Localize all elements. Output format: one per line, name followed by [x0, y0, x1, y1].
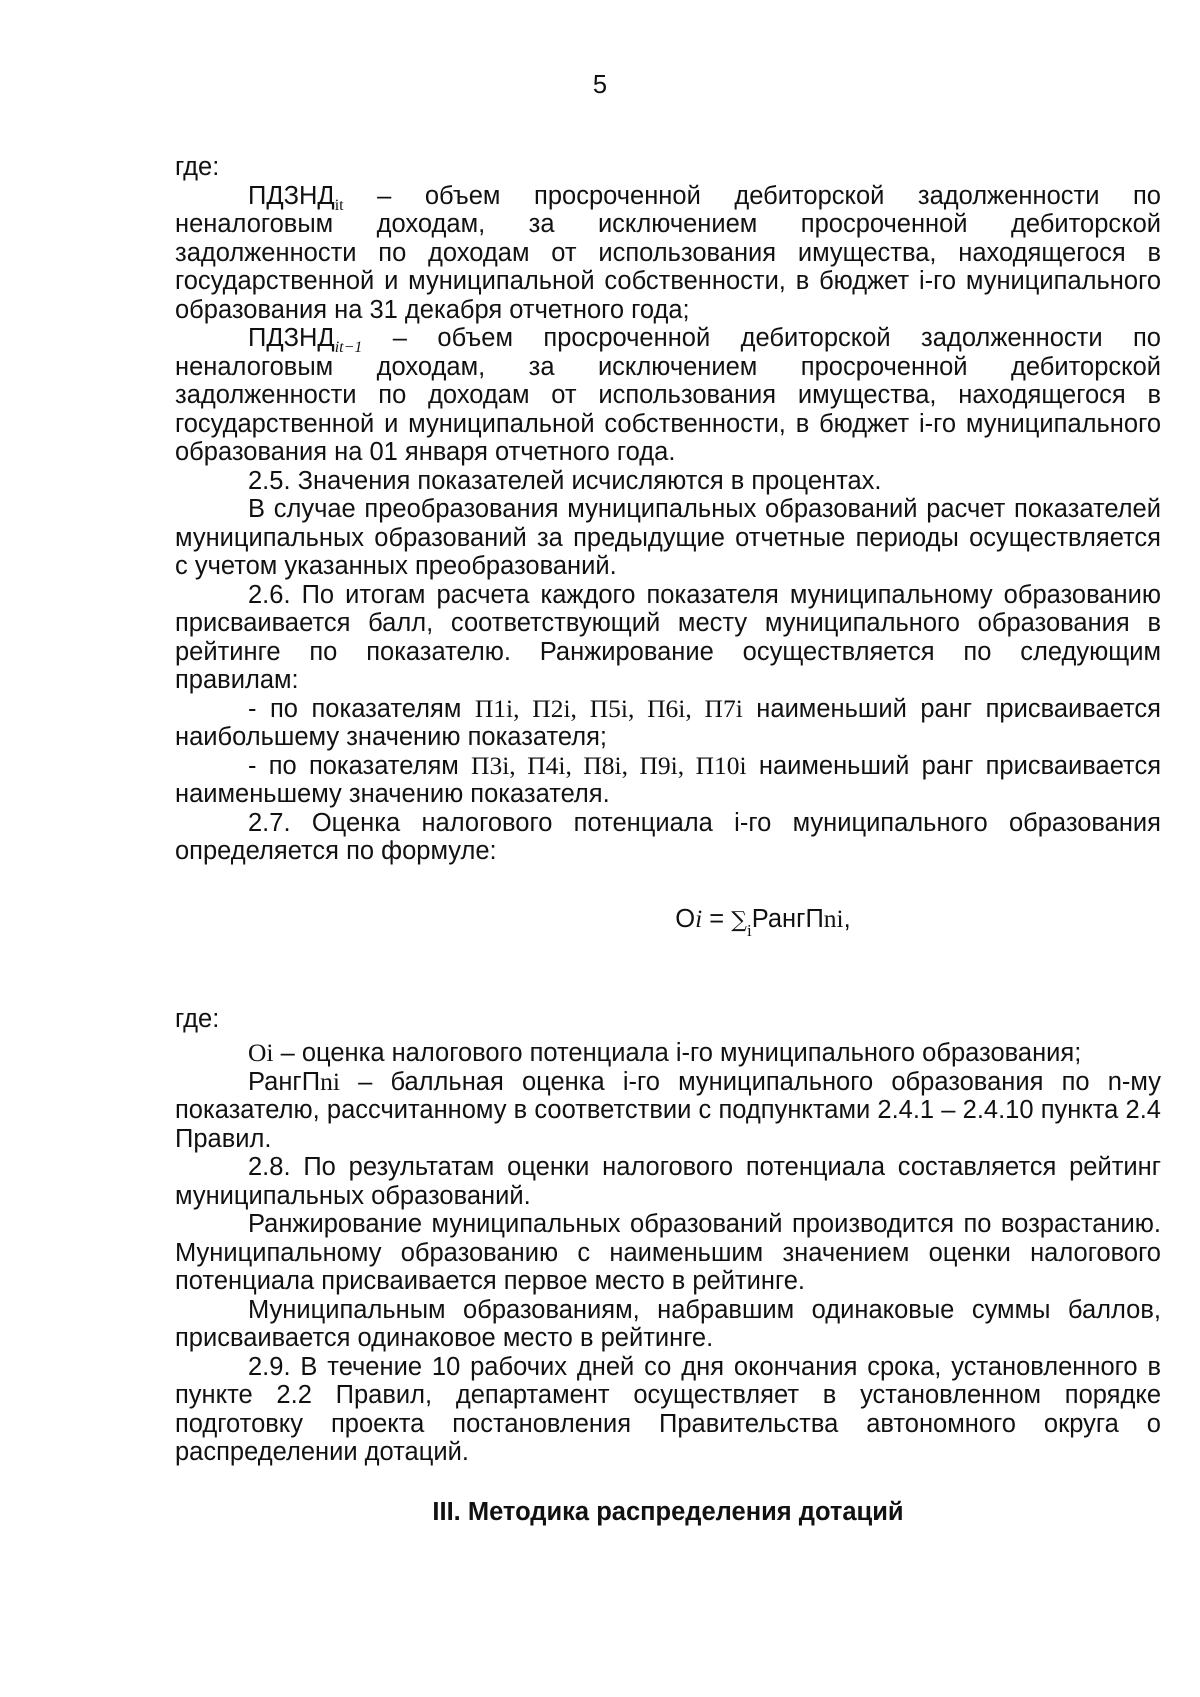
- formula-rhs: РангП: [751, 904, 824, 933]
- rule-1-suffix: наименьший ранг присваивается наибольшему значению показателя;: [175, 694, 1161, 751]
- pdznd-it-1-text: – объем просроченной дебиторской задолженности по неналоговым доходам, за исключением просроченной дебиторской задолженности по доходам от использования имущества, находящегося в государственной и муниципальной собственности, в бюджет i-го муниципального образования на 01 января отчетного года.: [175, 324, 1161, 466]
- where-label: где:: [175, 153, 220, 181]
- formula-equals: =: [702, 904, 732, 933]
- formula-lhs-var: i: [695, 903, 703, 933]
- paragraph-2-8-equal-scores: Муниципальным образованиям, набравшим одинаковые суммы баллов, присваивается одинаковое место в рейтинге.: [175, 1295, 1161, 1352]
- where-label-2: где:: [175, 1004, 220, 1033]
- paragraph-2-8-ranking: Ранжирование муниципальных образований производится по возрастанию. Муниципальному образованию с наименьшим значением оценки налогового потенциала присваивается первое место в рейтинге.: [175, 1210, 1161, 1295]
- sum-symbol: ∑: [731, 907, 747, 933]
- pdznd-it-symbol: ПДЗНД: [248, 181, 335, 210]
- section-3-heading: III. Методика распределения дотаций: [432, 1497, 904, 1526]
- pdznd-it-text: – объем просроченной дебиторской задолженности по неналоговым доходам, за исключением просроченной дебиторской задолженности по доходам от использования имущества, находящегося в государственной и муниципальной собственности, в бюджет i-го муниципального образования на 31 декабря отчетного года;: [175, 181, 1161, 324]
- paragraph-2-6: 2.6. По итогам расчета каждого показателя муниципальному образованию присваивается балл, соответствующий месту муниципального образования в рейтинге по показателю. Ранжирование осуществляется по следующим правилам:: [175, 580, 1161, 694]
- rank-symbol-tail: ni: [320, 1066, 340, 1096]
- paragraph-2-5-transformation: В случае преобразования муниципальных образований расчет показателей муниципальных образований за предыдущие отчетные периоды осуществляется с учетом указанных преобразований.: [175, 495, 1161, 580]
- paragraph-2-7: 2.7. Оценка налогового потенциала i-го муниципального образования определяется по формуле:: [175, 808, 1161, 865]
- pdznd-it-1-subscript: it−1: [334, 339, 363, 357]
- ranking-rule-2: [175, 752, 1161, 809]
- definition-pdznd-it-1: [175, 324, 1161, 467]
- oi-text: – оценка налогового потенциала i-го муниципального образования;: [273, 1039, 1082, 1067]
- pdznd-it-subscript: it: [334, 196, 344, 214]
- formula-end: ,: [843, 904, 851, 933]
- paragraph-2-9: 2.9. В течение 10 рабочих дней со дня окончания срока, установленного в пункте 2.2 Правил, департамент осуществляет в установленном порядке подготовку проекта постановления Правительства автономного округа о распределении дотаций.: [175, 1352, 1161, 1466]
- formula-expression: [675, 903, 851, 940]
- paragraph-2-8: 2.8. По результатам оценки налогового потенциала составляется рейтинг муниципальных образований.: [175, 1153, 1161, 1210]
- rule-2-prefix: - по показателям: [248, 751, 472, 780]
- definition-oi: [175, 1039, 1161, 1068]
- rank-symbol: РангП: [248, 1067, 321, 1096]
- sum-subscript: i: [746, 920, 752, 940]
- rank-text: – балльная оценка i-го муниципального образования по n-му показателю, рассчитанному в соответствии с подпунктами 2.4.1 – 2.4.10 пункта 2.4 Правил.: [175, 1067, 1161, 1153]
- rule-2-suffix: наименьший ранг присваивается наименьшему значению показателя.: [175, 751, 1162, 808]
- pdznd-it-1-symbol: ПДЗНД: [248, 324, 335, 352]
- paragraph-2-5: 2.5. Значения показателей исчисляются в процентах.: [248, 466, 882, 495]
- tax-potential-formula: [175, 905, 1161, 1005]
- rule-2-indicators: П3i, П4i, П8i, П9i, П10i: [471, 750, 747, 780]
- formula-rhs-tail: ni: [823, 903, 844, 933]
- oi-symbol: Оi: [248, 1038, 274, 1067]
- definition-rank: [175, 1068, 1161, 1154]
- rule-1-prefix: - по показателям: [248, 694, 475, 723]
- ranking-rule-1: [175, 695, 1161, 752]
- formula-lhs: О: [675, 904, 696, 933]
- rule-1-indicators: П1i, П2i, П5i, П6i, П7i: [474, 693, 743, 723]
- document-body: [175, 153, 1161, 1527]
- definition-pdznd-it: [175, 182, 1161, 325]
- page-number: 5: [592, 71, 608, 99]
